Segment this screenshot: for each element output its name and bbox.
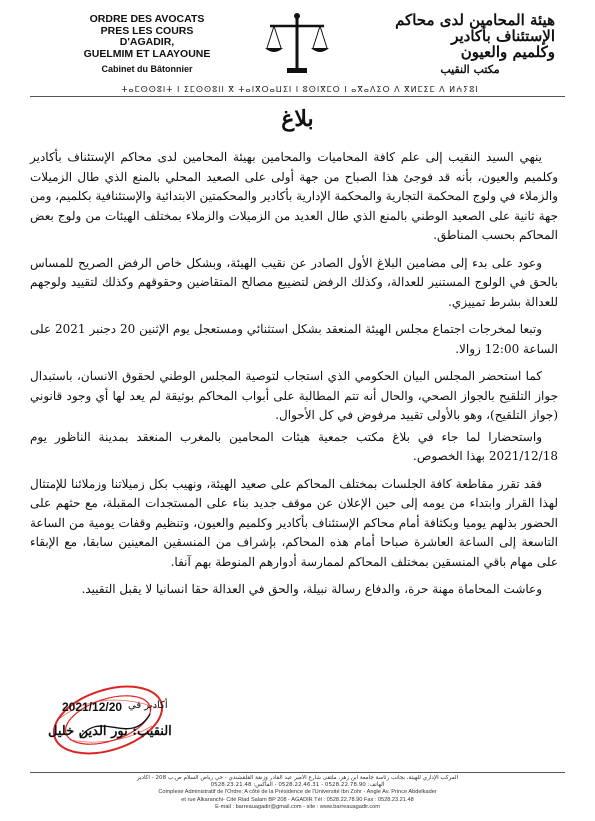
body-paragraph: وتبعا لمخرجات اجتماع مجلس الهيئة المنعقد بشكل استثنائي ومستعجل يوم الإثنين 20 دجنبر 2021 على الساعة 12:00 زوالا. xyxy=(30,322,558,356)
body-paragraph: فقد تقرر مقاطعة كافة الجلسات بمختلف المحاكم على صعيد الهيئة، ونهيب بكل زميلاتنا وزملائنا للإمتثال لهذا القرار وابتداء من يومه إلى حين الإعلان عن موقف جديد بناء على المستجدات المقبلة، مع حثهم على الحضور بذلهم يوميا وبكثافة أمام محاكم الإستئناف بأكادير وكلميم والعيون، وتنظيم وقفات يومية من الساعة التاسعة إلى الساعة العاشرة صباحا أمام هذه المحاكم، بإشراف من المنسقين المعينين سابقا، مع الإبقاء على مهام باقي المنسقين بمختلف المحاكم لممارسة أدوارهم المنوطة بهم آنفا. xyxy=(30,476,558,569)
footer-contact: E-mail : barreauagadir@gmail.com - site : www.barreauagadir.com xyxy=(215,803,380,810)
header-fr-line: D'AGADIR, xyxy=(119,36,175,48)
header-divider xyxy=(30,96,565,97)
body-paragraph: واستحضارا لما جاء في بلاغ مكتب جمعية هيئات المحامين بالمغرب المنعقد بمدينة الناظور يوم 2021/12/18 بهذا الخصوص. xyxy=(30,429,558,463)
footer-line: et rue Alkaranchi- Cité Riad Salam BP 208 - AGADIR Tél : 0528.22.78.90 Fax : 0528.23.21.48 xyxy=(181,796,414,803)
footer-line: Complexe Administratif de l'Ordre: A côté de la Présidence de l'Université Ibn Zohr - Angle Av. Prince Abdelkader xyxy=(158,789,437,796)
header-ar-line: هيئة المحامين لدى محاكم xyxy=(395,11,555,29)
header-arabic xyxy=(385,12,555,78)
body-paragraph: ينهي السيد النقيب إلى علم كافة المحاميات والمحامين بهيئة المحامين لدى محاكم الإستئناف بأكادير وكلميم والعيون، بأنه قد فوجئ هذا الصباح من جهة أولى على الصعيد المحلي بالمنع الذي طال الزميلات والزملاء في ولوج المحكمة التجارية والمحكمة الإدارية بأكادير والمحكمتين الابتدائية والإستئنافية بكلميم، ومن جهة ثانية على الصعيد الوطني بالمنع الذي طال العديد من الزميلات والزملاء بمختلف الهيئات من ولوج بعض المحاكم بحسب المناطق. xyxy=(30,150,558,242)
header-fr-line: GUELMIM ET LAAYOUNE xyxy=(83,47,211,60)
footer-line: المركب الإداري للهيئة، بجانب رئاسة جامعة ابن زهر، ملتقى شارع الأمير عبد القادر وزنقة القلقشندي - حي رياض السلام ص.ب 208 - أكادير xyxy=(136,775,459,781)
header-fr-line: PRES LES COURS xyxy=(100,24,194,37)
footer-divider xyxy=(30,772,565,773)
signature-name: النقيب: نور الدين خليل xyxy=(48,724,172,739)
footer xyxy=(30,775,565,811)
body-paragraph: كما استحضر المجلس البيان الحكومي الذي استجاب لتوصية المجلس الوطني لحقوق الانسان، باستبدال جواز التلقيح بالجواز الصحي، والحال أنه تتم المطالبة على أبواب المحاكم بوثيقة لم يعد لها أي وجود قانوني (جواز التلقيح)، وهو بالأولى تقييد مرفوض في كل الأحوال. xyxy=(30,369,558,422)
red-seal-stamp xyxy=(40,678,200,760)
body-paragraph: وعود على بدء إلى مضامين البلاغ الأول الصادر عن نقيب الهيئة، وبشكل خاص الرفض الصريح للمساس بالحق في الولوج المستنير للعدالة، وكذلك الرفض لتضييع مصالح المتقاضين وحقوقهم وكذلك لتقييد ولوجهم للعدالة بشرط تمييزي. xyxy=(30,255,558,309)
body-paragraph: وعاشت المحاماة مهنة حرة، والدفاع رسالة نبيلة، والحق في العدالة حقا انسانيا لا يقبل التقييد. xyxy=(81,582,542,596)
header-ar-line: الإستئناف بأكادير xyxy=(451,27,555,45)
signature-place: أكادير في xyxy=(128,700,168,711)
footer-line: الهاتف: 0528.22.78.90 - 0528.22.46.31 - الفاكس: 0528.23.21.48 xyxy=(210,782,385,789)
header-ar-line: وكلميم والعيون xyxy=(460,43,555,61)
document-title: بلاغ xyxy=(281,106,314,132)
header-fr-line: ORDRE DES AVOCATS xyxy=(89,13,205,25)
header-fr-cabinet: Cabinet du Bâtonnier xyxy=(101,64,193,74)
scales-of-justice-logo xyxy=(262,10,332,80)
header-ar-cabinet: مكتب النقيب xyxy=(440,63,500,76)
header-tifinagh: ⵜⴰⵎⵙⵙⵓⵏⵜ ⵏ ⵉⵎⵙⵙⵓⵏⵏ ⴳ ⵜⴰⵏⴳⵔⴰⵡⵉⵏ ⵏ ⵓⵙⵏⴳⵎⵔ ⵏ ⴰⴳⴰⴷⵉⵔ ⴷ ⴳⵍⵎⵉⵎ ⴷ ⵍⵄⵢⵓⵏ xyxy=(121,85,479,94)
signature-date: 2021/12/20 xyxy=(62,700,123,714)
document-body xyxy=(30,148,558,608)
header-french xyxy=(62,14,232,76)
